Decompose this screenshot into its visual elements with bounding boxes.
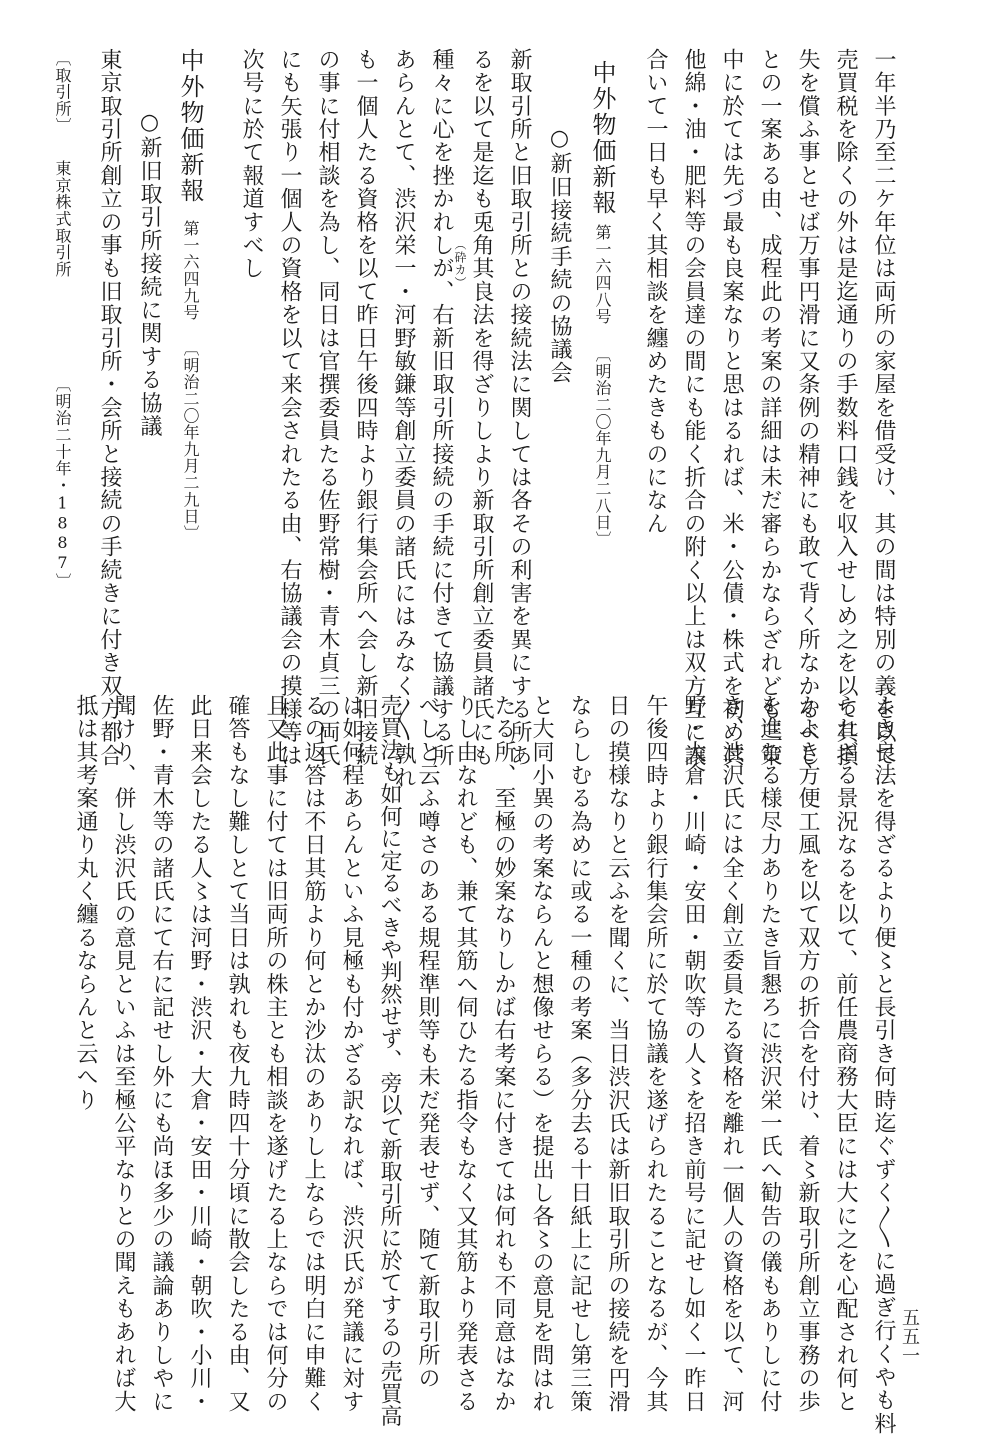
text-column: 野・大倉・川崎・安田・朝吹等の人〻を招き前号に記せし如く一昨日	[681, 694, 706, 1414]
text-column: られざる景況なるを以て、前任農商務大臣には大に之を心配され何と	[833, 694, 858, 1414]
newspaper-heading: 中外物価新報	[588, 60, 616, 216]
text-column: りし由なれども、兼て其筋へ伺ひたる指令もなく又其筋より発表さる	[453, 694, 478, 1414]
text-column: は如何程あらんといふ見極も付かざる訳なれば、渋沢氏が発議に対す	[339, 694, 364, 1414]
text-column: 種々に心を挫かれしが、右新旧取引所接続の手続に付きて協議する所	[429, 48, 454, 768]
issue-number: 第一六四八号	[593, 224, 612, 325]
article-subheading: ○新旧取引所接続に関する協議	[137, 110, 162, 438]
text-column: べしと云ふ噂さのある規程準則等も未だ発表せず、随て新取引所の	[415, 694, 440, 1390]
text-column: あらんとて、渋沢栄一・河野敏鎌等創立委員の諸氏にはみなく〳〵孰れ	[391, 48, 416, 790]
text-column: 売買法も如何に定るべきや判然せず、旁以て新取引所に於てするの売買高	[377, 694, 402, 1427]
text-column: 新取引所と旧取引所との接続法に関しては各その利害を異にする所あ	[507, 48, 532, 768]
text-column: にも矢張り一個人の資格を以て来会されたる由、右協議会の摸様等は	[277, 48, 302, 768]
text-column: 東京取引所創立の事も旧取引所・会所と接続の手続きに付き双方都合	[97, 48, 122, 768]
footer-company: 東京株式取引所	[53, 160, 72, 278]
text-column: き、渋沢氏には全く創立委員たる資格を離れ一個人の資格を以て、河	[719, 694, 744, 1414]
footer-era: 〔明治二十年・1887〕	[53, 376, 72, 590]
text-column: を進むる様尽力ありたき旨懇ろに渋沢栄一氏へ勧告の儀もありしに付	[757, 694, 782, 1414]
text-column: 抵は其考案通り丸く纏るならんと云へり	[73, 694, 98, 1112]
text-column: ならしむる為めに或る一種の考案（多分去る十日紙上に記せし第三策	[567, 694, 592, 1414]
text-column: 聞けり、併し渋沢氏の意見といふは至極公平なりとの聞えもあれば大	[111, 694, 136, 1414]
text-column: も一個人たる資格を以て昨日午後四時より銀行集会所へ会し新旧接続	[353, 48, 378, 768]
text-column: 確答もなし難しとて当日は孰れも夜九時四十分頃に散会したる由、又	[225, 694, 250, 1414]
text-column: かよき方便工風を以て双方の折合を付け、着〻新取引所創立事務の歩	[795, 694, 820, 1414]
issue-date: 〔明治二〇年九月二八日〕	[593, 346, 612, 548]
page-number: 五五一	[899, 1308, 920, 1365]
text-column: 午後四時より銀行集会所に於て協議を遂げられたることなるが、今其	[643, 694, 668, 1414]
text-column: との一案ある由、成程此の考案の詳細は未だ審らかならざれども三策	[757, 48, 782, 768]
annotation-note: （砕カ）	[453, 238, 467, 290]
footer-category: 〔取引所〕	[53, 50, 72, 134]
text-column: たる所、至極の妙案なりしかば右考案に付きては何れも不同意はなか	[491, 694, 516, 1414]
text-column: るの返答は不日其筋より何とか沙汰のありし上ならでは明白に申難く	[301, 694, 326, 1414]
text-column: 売買税を除くの外は是迄通りの手数料口銭を収入せしめ之を以て其損	[833, 48, 858, 768]
text-column: 此日来会したる人〻は河野・渋沢・大倉・安田・川崎・朝吹・小川・	[187, 694, 212, 1414]
issue-number: 第一六四九号	[181, 220, 200, 321]
text-column: るを以て是迄も兎角其良法を得ざりしより新取引所創立委員諸氏にも	[469, 48, 494, 768]
text-column: と大同小異の考案ならんと想像せらる）を提出し各〻の意見を問はれ	[529, 694, 554, 1414]
text-column: 次号に於て報道すべし	[239, 48, 264, 280]
text-column: の事に付相談を為し、同日は官撰委員たる佐野常樹・青木貞三の両氏	[315, 48, 340, 768]
article-subheading: ○新旧接続手続の協議会	[547, 126, 572, 385]
text-column: 日の摸様なりと云ふを聞くに、当日渋沢氏は新旧取引所の接続を円滑	[605, 694, 630, 1414]
text-column: 佐野・青木等の諸氏にて右に記せし外にも尚ほ多少の議論ありしやに	[149, 694, 174, 1414]
text-column: 且又此事に付ては旧両所の株主とも相談を遂げたる上ならでは何分の	[263, 694, 288, 1414]
issue-date: 〔明治二〇年九月二九日〕	[181, 340, 200, 542]
newspaper-heading: 中外物価新報	[176, 48, 204, 204]
text-column: 一年半乃至二ケ年位は両所の家屋を借受け、其の間は特別の義を以て	[871, 48, 896, 768]
text-column: 失を償ふ事とせば万事円滑に又条例の精神にも敢て背く所なかるべし	[795, 48, 820, 768]
text-column: 中に於ては先づ最も良案なりと思はるれば、米・公債・株式を初め其	[719, 48, 744, 768]
text-column: 他綿・油・肥料等の会員達の間にも能く折合の附く以上は双方互に譲	[681, 48, 706, 768]
text-column: 合いて一日も早く其相談を纏めたきものになん	[643, 48, 668, 536]
text-column: よき良法を得ざるより便〻と長引き何時迄ぐずく〳〵に過ぎ行くやも料	[871, 694, 896, 1435]
